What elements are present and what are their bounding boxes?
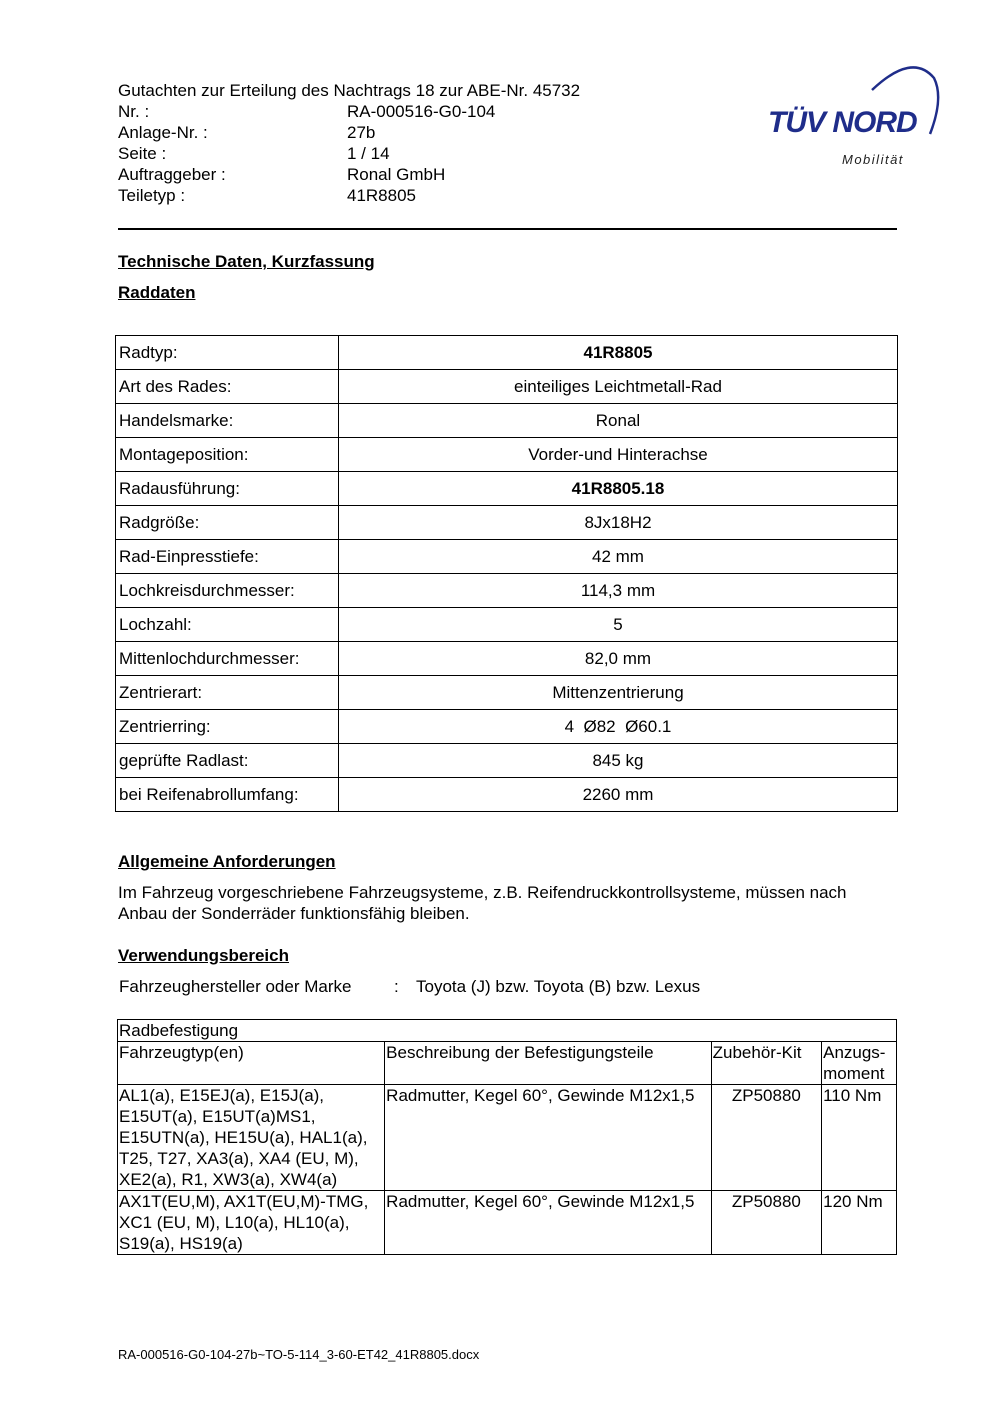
header-value: 1 / 14 [347,144,390,163]
raddaten-table [115,335,898,812]
row-label: bei Reifenabrollumfang: [116,778,339,812]
row-label: Handelsmarke: [116,404,339,438]
column-header-fahrzeugtyp: Fahrzeugtyp(en) [118,1042,385,1085]
manufacturer-line [119,977,700,997]
manufacturer-label: Fahrzeughersteller oder Marke [119,977,352,996]
row-label: Radtyp: [116,336,339,370]
row-label: Radausführung: [116,472,339,506]
row-value: 8Jx18H2 [339,506,898,540]
header-label: Teiletyp : [118,186,186,205]
row-value: 4 Ø82 Ø60.1 [339,710,898,744]
row-label: Art des Rades: [116,370,339,404]
table-title-row [118,1020,897,1042]
header-value: 41R8805 [347,186,417,205]
cell-vehicle-types: AL1(a), E15EJ(a), E15J(a), E15UT(a), E15UT(a)MS1, E15UTN(a), HE15U(a), HAL1(a), T25, T27, XA3(a), XA4 (EU, M), XE2(a), R1, XW3(a), XW4(a) [118,1085,385,1191]
table-row [116,506,898,540]
row-value: Mittenzentrierung [339,676,898,710]
header-divider [118,228,897,230]
row-value: Vorder-und Hinterachse [339,438,898,472]
row-value: 41R8805.18 [339,472,898,506]
table-title: Radbefestigung [118,1020,897,1042]
header-row-nr [118,101,580,122]
cell-description: Radmutter, Kegel 60°, Gewinde M12x1,5 [385,1191,711,1255]
section-allgemeine-anforderungen: Allgemeine Anforderungen [118,852,336,871]
row-label: geprüfte Radlast: [116,744,339,778]
row-value: 114,3 mm [339,574,898,608]
header-label: Seite : [118,144,167,163]
table-row [116,370,898,404]
row-label: Lochzahl: [116,608,339,642]
manufacturer-value: Toyota (J) bzw. Toyota (B) bzw. Lexus [416,977,701,996]
row-value: 5 [339,608,898,642]
header-label: Anlage-Nr. : [118,123,208,142]
manufacturer-colon: : [394,977,399,996]
row-value: einteiliges Leichtmetall-Rad [339,370,898,404]
table-row [116,404,898,438]
logo-subtitle: Mobilität [842,152,904,167]
table-row [116,710,898,744]
header-label: Auftraggeber : [118,165,226,184]
table-row [116,574,898,608]
row-label: Radgröße: [116,506,339,540]
table-row [116,608,898,642]
row-value: 2260 mm [339,778,898,812]
table-row [116,472,898,506]
row-value: 42 mm [339,540,898,574]
row-label: Zentrierart: [116,676,339,710]
table-row [118,1191,897,1255]
tuv-nord-logo [762,56,942,176]
cell-torque: 120 Nm [822,1191,897,1255]
header-row-seite [118,143,580,164]
column-header-anzugsmoment: Anzugs-moment [822,1042,897,1085]
row-label: Montageposition: [116,438,339,472]
row-value: 845 kg [339,744,898,778]
header-row-auftraggeber [118,164,580,185]
row-value: 41R8805 [339,336,898,370]
table-row [116,540,898,574]
table-row [116,778,898,812]
cell-kit: ZP50880 [711,1191,821,1255]
document-title: Gutachten zur Erteilung des Nachtrags 18 zur ABE-Nr. 45732 [118,81,581,100]
cell-kit: ZP50880 [711,1085,821,1191]
cell-torque: 110 Nm [822,1085,897,1191]
cell-vehicle-types: AX1T(EU,M), AX1T(EU,M)-TMG, XC1 (EU, M), L10(a), HL10(a), S19(a), HS19(a) [118,1191,385,1255]
row-value: Ronal [339,404,898,438]
table-header-row [118,1042,897,1085]
row-label: Zentrierring: [116,710,339,744]
header-row-anlage [118,122,580,143]
logo-wordmark: TÜV NORD [768,106,917,139]
header-row-teiletyp [118,185,580,206]
allgemeine-text: Im Fahrzeug vorgeschriebene Fahrzeugsysteme, z.B. Reifendruckkontrollsysteme, müssen nach Anbau der Sonderräder funktionsfähig bleiben. [118,883,847,923]
radbefestigung-table [117,1019,897,1255]
column-header-beschreibung: Beschreibung der Befestigungsteile [385,1042,711,1085]
table-row [116,336,898,370]
section-technische-daten: Technische Daten, Kurzfassung [118,252,375,271]
table-row [116,438,898,472]
header-value: RA-000516-G0-104 [347,102,496,121]
document-header [118,80,580,206]
table-row [116,642,898,676]
header-value: Ronal GmbH [347,165,446,184]
table-row [118,1085,897,1191]
row-label: Rad-Einpresstiefe: [116,540,339,574]
header-label: Nr. : [118,102,150,121]
footer-filename: RA-000516-G0-104-27b~TO-5-114_3-60-ET42_41R8805.docx [118,1347,480,1362]
table-row [116,744,898,778]
table-row [116,676,898,710]
header-value: 27b [347,123,376,142]
section-verwendungsbereich: Verwendungsbereich [118,946,289,965]
row-label: Mittenlochdurchmesser: [116,642,339,676]
row-label: Lochkreisdurchmesser: [116,574,339,608]
cell-description: Radmutter, Kegel 60°, Gewinde M12x1,5 [385,1085,711,1191]
section-raddaten: Raddaten [118,283,196,302]
row-value: 82,0 mm [339,642,898,676]
column-header-zubehoer-kit: Zubehör-Kit [711,1042,821,1085]
